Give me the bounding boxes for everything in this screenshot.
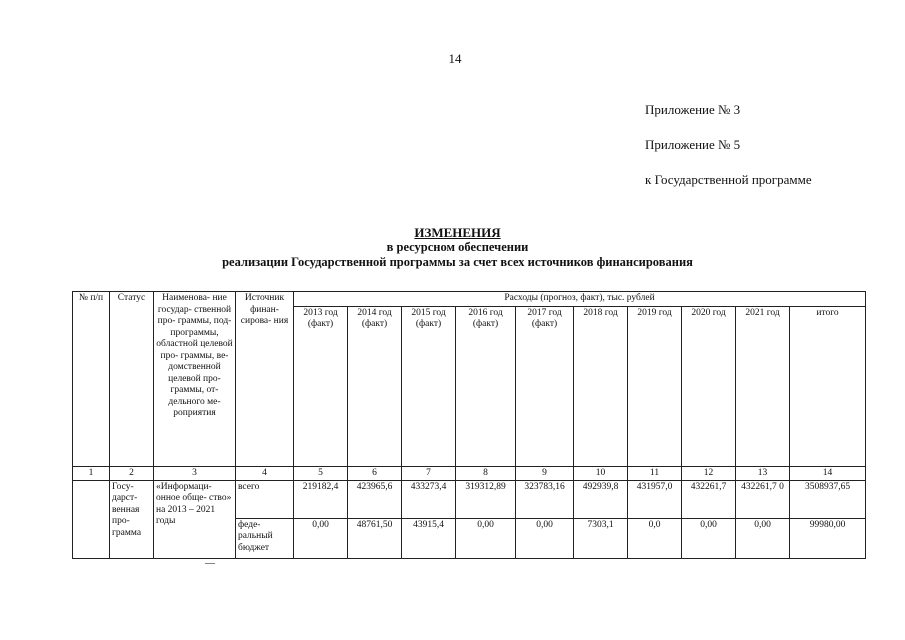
col-number: 4 <box>236 466 294 480</box>
program-status: Госу- дарст- венная про- грамма <box>110 480 154 559</box>
col-number: 7 <box>402 466 456 480</box>
header-year-2018: 2018 год <box>574 306 628 466</box>
value-cell: 7303,1 <box>574 518 628 559</box>
value-cell: 492939,8 <box>574 480 628 518</box>
document-title <box>150 225 765 270</box>
header-year-2014: 2014 год (факт) <box>348 306 402 466</box>
col-number: 5 <box>294 466 348 480</box>
column-number-row <box>73 466 866 480</box>
header-year-2017: 2017 год (факт) <box>516 306 574 466</box>
value-cell: 423965,6 <box>348 480 402 518</box>
header-year-2015: 2015 год (факт) <box>402 306 456 466</box>
header-year-2019: 2019 год <box>628 306 682 466</box>
col-number: 14 <box>790 466 866 480</box>
value-cell: 0,00 <box>682 518 736 559</box>
col-number: 13 <box>736 466 790 480</box>
col-number: 12 <box>682 466 736 480</box>
header-num: № п/п <box>73 292 110 467</box>
value-cell: 432261,7 0 <box>736 480 790 518</box>
source-total: всего <box>236 480 294 518</box>
value-cell: 432261,7 <box>682 480 736 518</box>
budget-table <box>72 291 866 559</box>
header-status: Статус <box>110 292 154 467</box>
col-number: 8 <box>456 466 516 480</box>
header-year-2020: 2020 год <box>682 306 736 466</box>
value-cell: 431957,0 <box>628 480 682 518</box>
value-cell: 0,00 <box>456 518 516 559</box>
annex-line-3: к Государственной программе <box>645 172 812 187</box>
title-line-2: в ресурсном обеспечении <box>386 240 529 254</box>
col-number: 6 <box>348 466 402 480</box>
value-cell: 433273,4 <box>402 480 456 518</box>
header-source: Источник финан- сирова- ния <box>236 292 294 467</box>
col-number: 1 <box>73 466 110 480</box>
header-year-2021: 2021 год <box>736 306 790 466</box>
header-total: итого <box>790 306 866 466</box>
source-federal: феде- ральный бюджет <box>236 518 294 559</box>
header-expenses: Расходы (прогноз, факт), тыс. рублей <box>294 292 866 307</box>
col-number: 11 <box>628 466 682 480</box>
value-cell: 99980,00 <box>790 518 866 559</box>
value-cell: 0,00 <box>516 518 574 559</box>
program-name: «Информаци- онное обще- ство» на 2013 – 2021 годы <box>154 480 236 559</box>
ink-mark: — <box>205 558 215 569</box>
header-year-2016: 2016 год (факт) <box>456 306 516 466</box>
value-cell: 323783,16 <box>516 480 574 518</box>
value-cell: 219182,4 <box>294 480 348 518</box>
value-cell: 319312,89 <box>456 480 516 518</box>
header-year-2013: 2013 год (факт) <box>294 306 348 466</box>
value-cell: 43915,4 <box>402 518 456 559</box>
value-cell: 0,00 <box>736 518 790 559</box>
row-number <box>73 480 110 559</box>
header-row-1 <box>73 292 866 307</box>
annex-line-1: Приложение № 3 <box>645 102 741 117</box>
title-line-3: реализации Государственной программы за счет всех источников финансирования <box>222 255 693 269</box>
table-row <box>73 480 866 518</box>
col-number: 3 <box>154 466 236 480</box>
col-number: 10 <box>574 466 628 480</box>
title-line-1: ИЗМЕНЕНИЯ <box>414 225 501 240</box>
header-name: Наименова- ние государ- ственной про- граммы, под- программы, областной целевой про- граммы, ве- домственной целевой про- граммы, от- дельного ме- роприятия <box>154 292 236 467</box>
col-number: 2 <box>110 466 154 480</box>
annex-line-2: Приложение № 5 <box>645 137 741 152</box>
value-cell: 0,0 <box>628 518 682 559</box>
value-cell: 48761,50 <box>348 518 402 559</box>
col-number: 9 <box>516 466 574 480</box>
value-cell: 0,00 <box>294 518 348 559</box>
value-cell: 3508937,65 <box>790 480 866 518</box>
page-number: 14 <box>448 51 462 66</box>
